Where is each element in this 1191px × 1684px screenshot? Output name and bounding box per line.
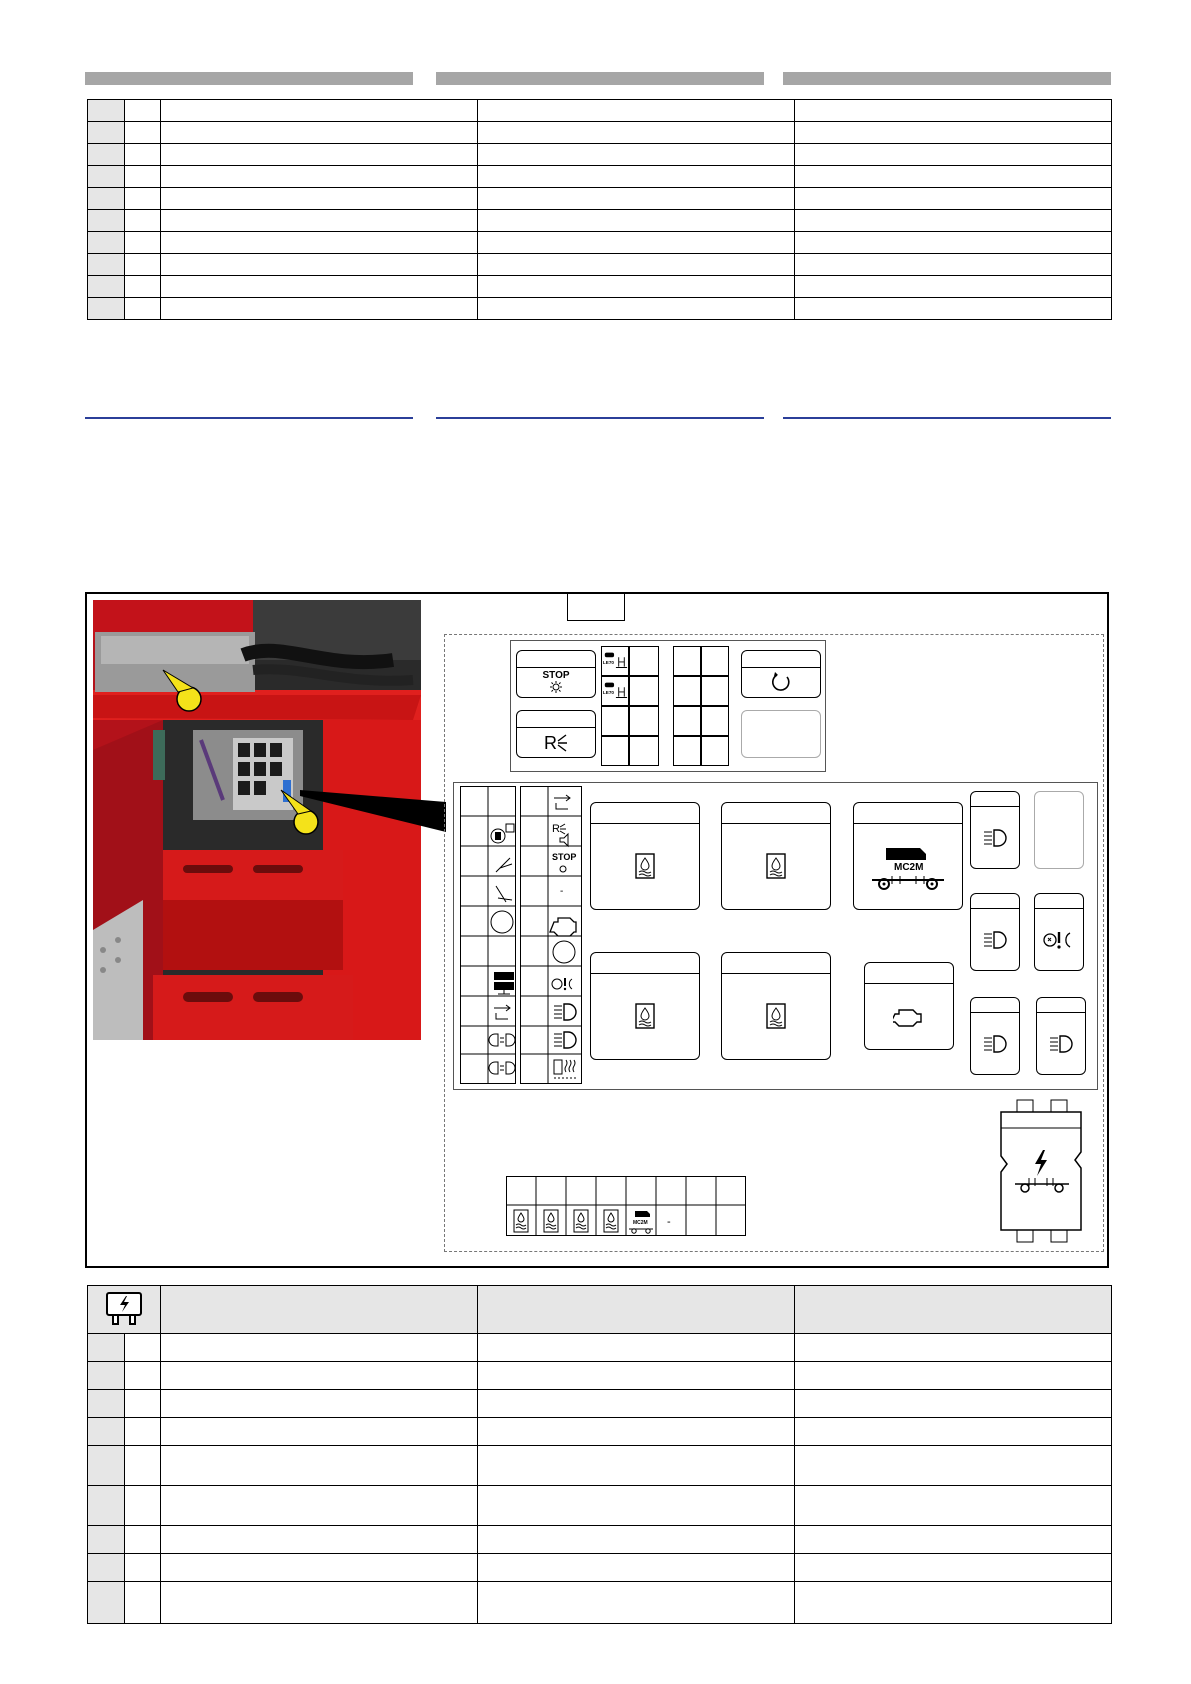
relay-empty [741, 710, 821, 758]
table-row [88, 1446, 1112, 1486]
zoom-callout [300, 770, 450, 840]
fuse-slot [673, 736, 701, 766]
table-row [88, 1554, 1112, 1582]
table-row [88, 1582, 1112, 1624]
header-bar-2 [436, 72, 764, 85]
table-row [88, 232, 1112, 254]
le70-icon [602, 677, 628, 705]
fuse-icon [104, 1290, 144, 1326]
hydraulic-oil-icon [765, 852, 787, 880]
section-rule-1 [85, 417, 413, 419]
le70-text: LE70 [602, 689, 614, 695]
fuse-slot [701, 676, 729, 706]
svg-text:R: R [544, 733, 557, 753]
svg-text:R: R [552, 823, 560, 835]
fuse-slot [701, 706, 729, 736]
top-table [87, 99, 1112, 320]
mc2m-machine-icon [868, 836, 948, 896]
headlight-icon [1048, 1034, 1074, 1054]
mc2m-text: MC2M [633, 1220, 648, 1226]
reverse-light-icon [542, 731, 570, 753]
fuse-slot [601, 646, 629, 676]
fuse-column-grid [460, 786, 582, 1084]
relay-mc2m [853, 802, 963, 910]
table-row [88, 100, 1112, 122]
dash-text: - [560, 886, 564, 897]
header-bar-3 [783, 72, 1111, 85]
table-row [88, 1334, 1112, 1362]
table-row [88, 298, 1112, 320]
hydraulic-oil-icon [634, 1002, 656, 1030]
table-row [88, 1418, 1112, 1446]
headlight-icon [982, 1034, 1008, 1054]
table-row [88, 276, 1112, 298]
hydraulic-oil-icon [765, 1002, 787, 1030]
fuse-brake-warning [1034, 893, 1084, 971]
table-row [88, 1362, 1112, 1390]
relay-stop-lamp [516, 650, 596, 698]
fuse-slot [629, 676, 659, 706]
fuse-headlight-1 [970, 791, 1020, 869]
flasher-icon [769, 671, 793, 693]
headlight-icon [982, 828, 1008, 848]
relay-hydraulic-1 [590, 802, 700, 910]
stop-label: STOP [542, 670, 570, 681]
empty-circle [491, 911, 513, 933]
table-row [88, 254, 1112, 276]
relay-hydraulic-3 [590, 952, 700, 1060]
fuse-slot [673, 646, 701, 676]
le70-text: LE70 [602, 659, 614, 665]
table-row [88, 210, 1112, 232]
hydraulic-oil-icon [634, 852, 656, 880]
fuse-slot [629, 646, 659, 676]
fuse-slot [701, 736, 729, 766]
table-header-row [88, 1286, 1112, 1334]
fuse-empty [1034, 791, 1084, 869]
relay-engine [864, 962, 954, 1050]
relay-reverse [516, 710, 596, 758]
fuse-headlight-2 [970, 893, 1020, 971]
stop-lamp-icon [548, 681, 564, 693]
fuse-slot [601, 676, 629, 706]
fuse-headlight-4 [1036, 997, 1086, 1075]
fuse-strip [506, 1176, 746, 1236]
fuse-slot [629, 706, 659, 736]
table-row [88, 188, 1112, 210]
stop-text: STOP [552, 852, 577, 862]
fuse-slot [601, 736, 629, 766]
engine-icon [893, 1005, 925, 1027]
fuse-slot [673, 676, 701, 706]
brake-warning-icon [1042, 929, 1076, 951]
table-row [88, 1486, 1112, 1526]
fuse-slot [629, 736, 659, 766]
fuse-slot [601, 706, 629, 736]
section-rule-3 [783, 417, 1111, 419]
table-row [88, 144, 1112, 166]
header-bar-1 [85, 72, 413, 85]
relay-hydraulic-4 [721, 952, 831, 1060]
le70-icon [602, 647, 628, 675]
table-row [88, 1526, 1112, 1554]
table-row [88, 166, 1112, 188]
main-fuse-module [995, 1098, 1087, 1244]
section-rule-2 [436, 417, 764, 419]
fuse-slot [701, 646, 729, 676]
fuse-headlight-3 [970, 997, 1020, 1075]
bottom-table [87, 1285, 1112, 1624]
strip-dash-text: - [667, 1216, 671, 1228]
mc2m-text: MC2M [894, 862, 924, 873]
table-row [88, 122, 1112, 144]
relay-flasher [741, 650, 821, 698]
headlight-icon [982, 930, 1008, 950]
fuse-slot [673, 706, 701, 736]
relay-hydraulic-2 [721, 802, 831, 910]
table-row [88, 1390, 1112, 1418]
diagram-tab [567, 592, 625, 621]
